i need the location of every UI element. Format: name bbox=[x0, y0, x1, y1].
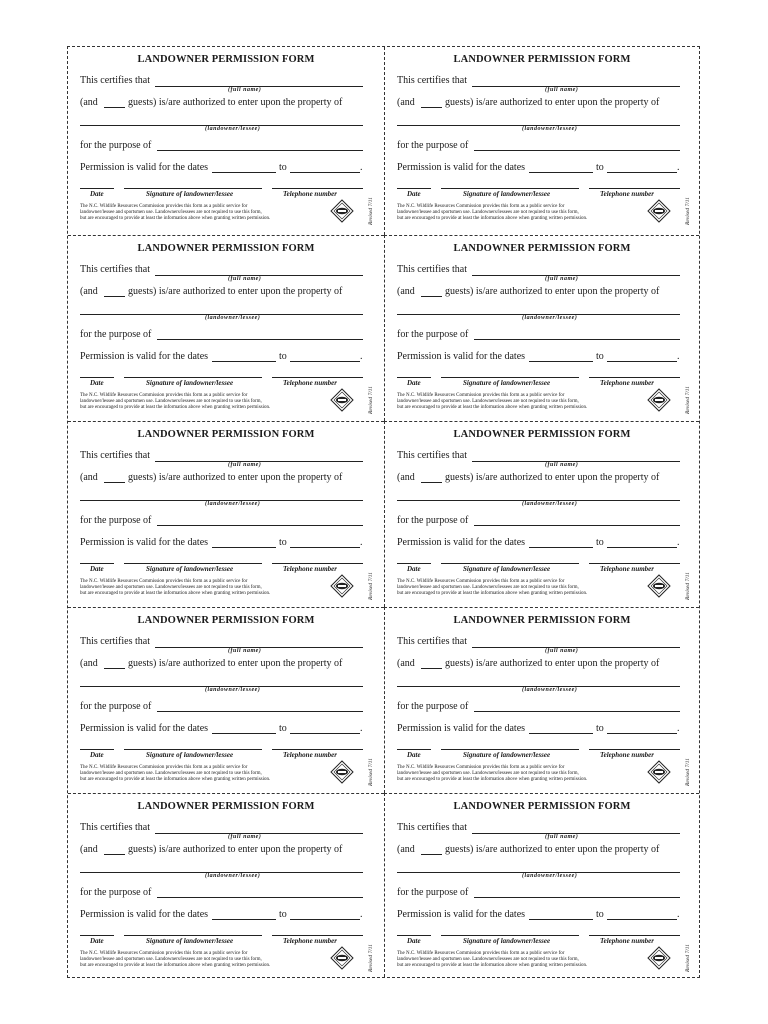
purpose-field[interactable] bbox=[474, 897, 680, 898]
signature-field[interactable] bbox=[441, 563, 579, 564]
telephone-label: Telephone number bbox=[283, 379, 337, 387]
dates-to-label: to bbox=[596, 723, 604, 734]
signature-label: Signature of landowner/lessee bbox=[146, 379, 234, 387]
date-field[interactable] bbox=[80, 749, 114, 750]
guests-open-label: (and bbox=[80, 97, 98, 108]
revised-date: Revised 7/11 bbox=[685, 197, 691, 225]
ncwrc-diamond-logo-icon bbox=[647, 574, 671, 598]
fine-print-line: The N.C. Wildlife Resources Commission provides this form as a public service for bbox=[397, 579, 565, 584]
form-cell bbox=[384, 793, 699, 977]
purpose-field[interactable] bbox=[157, 897, 363, 898]
fine-print bbox=[397, 765, 652, 784]
fine-print-line: The N.C. Wildlife Resources Commission provides this form as a public service for bbox=[80, 765, 248, 770]
dates-to-label: to bbox=[596, 351, 604, 362]
purpose-field[interactable] bbox=[157, 711, 363, 712]
landowner-caption: (landowner/lessee) bbox=[205, 687, 261, 693]
fine-print-line: landowner/lessee and sportsmen use. Landowners/lessees are not required to use this form, bbox=[397, 771, 579, 777]
purpose-label: for the purpose of bbox=[397, 329, 469, 340]
authorized-label: guests) is/are authorized to enter upon the property of bbox=[445, 97, 660, 108]
form-cell bbox=[68, 607, 384, 793]
signature-label: Signature of landowner/lessee bbox=[463, 565, 551, 573]
date-field[interactable] bbox=[397, 749, 431, 750]
fine-print-line: but are encouraged to provide at least the information above when granting written permission. bbox=[80, 963, 271, 969]
ncwrc-diamond-logo-icon bbox=[647, 946, 671, 970]
fine-print-line: The N.C. Wildlife Resources Commission provides this form as a public service for bbox=[397, 951, 565, 956]
full-name-caption: (full name) bbox=[228, 834, 262, 840]
form-title: LANDOWNER PERMISSION FORM bbox=[137, 429, 315, 440]
date-field[interactable] bbox=[80, 377, 114, 378]
guests-open-label: (and bbox=[80, 844, 98, 855]
authorized-label: guests) is/are authorized to enter upon the property of bbox=[445, 286, 660, 297]
landowner-caption: (landowner/lessee) bbox=[205, 126, 261, 132]
dates-period: . bbox=[360, 537, 363, 548]
fine-print-line: landowner/lessee and sportsmen use. Landowners/lessees are not required to use this form, bbox=[80, 585, 262, 591]
fine-print-line: landowner/lessee and sportsmen use. Landowners/lessees are not required to use this form, bbox=[80, 210, 262, 216]
start-date-field[interactable] bbox=[212, 361, 276, 362]
fine-print-line: landowner/lessee and sportsmen use. Landowners/lessees are not required to use this form, bbox=[397, 399, 579, 405]
form-cell bbox=[68, 235, 384, 421]
purpose-field[interactable] bbox=[157, 525, 363, 526]
fine-print bbox=[80, 579, 335, 598]
dates-label: Permission is valid for the dates bbox=[397, 909, 526, 920]
full-name-caption: (full name) bbox=[545, 834, 579, 840]
end-date-field[interactable] bbox=[607, 919, 677, 920]
signature-field[interactable] bbox=[124, 563, 262, 564]
fine-print-line: but are encouraged to provide at least the information above when granting written permission. bbox=[397, 405, 588, 411]
purpose-label: for the purpose of bbox=[80, 887, 152, 898]
fine-print-line: but are encouraged to provide at least the information above when granting written permission. bbox=[397, 777, 588, 783]
signature-field[interactable] bbox=[441, 188, 579, 189]
authorized-label: guests) is/are authorized to enter upon the property of bbox=[445, 658, 660, 669]
end-date-field[interactable] bbox=[607, 361, 677, 362]
guests-open-label: (and bbox=[80, 472, 98, 483]
telephone-label: Telephone number bbox=[600, 565, 654, 573]
ncwrc-diamond-logo-icon bbox=[330, 388, 354, 412]
certifies-label: This certifies that bbox=[397, 822, 467, 833]
landowner-caption: (landowner/lessee) bbox=[205, 315, 261, 321]
full-name-caption: (full name) bbox=[228, 648, 262, 654]
revised-date: Revised 7/11 bbox=[368, 197, 374, 225]
guests-open-label: (and bbox=[397, 286, 415, 297]
signature-label: Signature of landowner/lessee bbox=[463, 937, 551, 945]
dates-to-label: to bbox=[596, 909, 604, 920]
dates-period: . bbox=[677, 537, 680, 548]
telephone-label: Telephone number bbox=[600, 937, 654, 945]
telephone-field[interactable] bbox=[272, 749, 363, 750]
dates-period: . bbox=[677, 162, 680, 173]
form-cell bbox=[384, 607, 699, 793]
date-field[interactable] bbox=[80, 188, 114, 189]
signature-label: Signature of landowner/lessee bbox=[146, 565, 234, 573]
guests-count-field[interactable] bbox=[421, 107, 442, 108]
purpose-label: for the purpose of bbox=[397, 887, 469, 898]
date-label: Date bbox=[90, 565, 104, 573]
start-date-field[interactable] bbox=[529, 361, 593, 362]
fine-print-line: The N.C. Wildlife Resources Commission provides this form as a public service for bbox=[397, 765, 565, 770]
signature-label: Signature of landowner/lessee bbox=[146, 937, 234, 945]
signature-label: Signature of landowner/lessee bbox=[463, 379, 551, 387]
signature-label: Signature of landowner/lessee bbox=[463, 190, 551, 198]
fine-print-line: but are encouraged to provide at least the information above when granting written permission. bbox=[397, 216, 588, 222]
fine-print-line: landowner/lessee and sportsmen use. Landowners/lessees are not required to use this form, bbox=[397, 210, 579, 216]
purpose-label: for the purpose of bbox=[397, 140, 469, 151]
fine-print-line: The N.C. Wildlife Resources Commission provides this form as a public service for bbox=[397, 204, 565, 209]
form-cell bbox=[384, 47, 699, 235]
guests-count-field[interactable] bbox=[104, 854, 125, 855]
revised-date: Revised 7/11 bbox=[368, 572, 374, 600]
fine-print-line: landowner/lessee and sportsmen use. Landowners/lessees are not required to use this form, bbox=[80, 957, 262, 963]
purpose-label: for the purpose of bbox=[80, 701, 152, 712]
fine-print bbox=[80, 765, 335, 784]
dates-label: Permission is valid for the dates bbox=[80, 537, 209, 548]
landowner-caption: (landowner/lessee) bbox=[205, 501, 261, 507]
fine-print-line: but are encouraged to provide at least the information above when granting written permission. bbox=[80, 777, 271, 783]
form-title: LANDOWNER PERMISSION FORM bbox=[137, 801, 315, 812]
fine-print-line: landowner/lessee and sportsmen use. Landowners/lessees are not required to use this form, bbox=[397, 585, 579, 591]
fine-print bbox=[80, 204, 335, 223]
landowner-caption: (landowner/lessee) bbox=[522, 501, 578, 507]
dates-period: . bbox=[677, 909, 680, 920]
fine-print-line: landowner/lessee and sportsmen use. Landowners/lessees are not required to use this form, bbox=[80, 399, 262, 405]
full-name-caption: (full name) bbox=[545, 462, 579, 468]
authorized-label: guests) is/are authorized to enter upon the property of bbox=[128, 97, 343, 108]
form-cell bbox=[68, 793, 384, 977]
form-title: LANDOWNER PERMISSION FORM bbox=[453, 615, 631, 626]
date-field[interactable] bbox=[397, 935, 431, 936]
authorized-label: guests) is/are authorized to enter upon the property of bbox=[128, 472, 343, 483]
certifies-label: This certifies that bbox=[397, 264, 467, 275]
telephone-field[interactable] bbox=[272, 563, 363, 564]
guests-count-field[interactable] bbox=[421, 482, 442, 483]
purpose-field[interactable] bbox=[474, 150, 680, 151]
form-cell bbox=[68, 421, 384, 607]
revised-date: Revised 7/11 bbox=[685, 944, 691, 972]
fine-print bbox=[397, 393, 652, 412]
date-label: Date bbox=[90, 937, 104, 945]
start-date-field[interactable] bbox=[529, 172, 593, 173]
dates-label: Permission is valid for the dates bbox=[80, 162, 209, 173]
guests-open-label: (and bbox=[397, 97, 415, 108]
telephone-label: Telephone number bbox=[600, 379, 654, 387]
telephone-label: Telephone number bbox=[283, 751, 337, 759]
form-title: LANDOWNER PERMISSION FORM bbox=[453, 801, 631, 812]
authorized-label: guests) is/are authorized to enter upon the property of bbox=[128, 658, 343, 669]
certifies-label: This certifies that bbox=[397, 75, 467, 86]
guests-count-field[interactable] bbox=[104, 482, 125, 483]
end-date-field[interactable] bbox=[290, 733, 360, 734]
start-date-field[interactable] bbox=[529, 547, 593, 548]
date-label: Date bbox=[407, 379, 421, 387]
guests-open-label: (and bbox=[80, 658, 98, 669]
landowner-caption: (landowner/lessee) bbox=[522, 873, 578, 879]
telephone-label: Telephone number bbox=[283, 565, 337, 573]
form-cell bbox=[384, 421, 699, 607]
guests-count-field[interactable] bbox=[421, 668, 442, 669]
ncwrc-diamond-logo-icon bbox=[330, 199, 354, 223]
full-name-caption: (full name) bbox=[228, 87, 262, 93]
landowner-caption: (landowner/lessee) bbox=[522, 315, 578, 321]
landowner-caption: (landowner/lessee) bbox=[522, 687, 578, 693]
revised-date: Revised 7/11 bbox=[685, 386, 691, 414]
fine-print-line: The N.C. Wildlife Resources Commission provides this form as a public service for bbox=[80, 951, 248, 956]
fine-print-line: but are encouraged to provide at least the information above when granting written permission. bbox=[80, 216, 271, 222]
dates-label: Permission is valid for the dates bbox=[397, 537, 526, 548]
fine-print bbox=[397, 951, 652, 970]
dates-label: Permission is valid for the dates bbox=[80, 351, 209, 362]
fine-print-line: The N.C. Wildlife Resources Commission provides this form as a public service for bbox=[397, 393, 565, 398]
purpose-field[interactable] bbox=[474, 711, 680, 712]
signature-field[interactable] bbox=[441, 377, 579, 378]
dates-period: . bbox=[677, 723, 680, 734]
start-date-field[interactable] bbox=[212, 547, 276, 548]
fine-print-line: landowner/lessee and sportsmen use. Landowners/lessees are not required to use this form, bbox=[80, 771, 262, 777]
start-date-field[interactable] bbox=[212, 733, 276, 734]
form-title: LANDOWNER PERMISSION FORM bbox=[453, 429, 631, 440]
certifies-label: This certifies that bbox=[80, 75, 150, 86]
fine-print bbox=[397, 579, 652, 598]
guests-count-field[interactable] bbox=[104, 296, 125, 297]
start-date-field[interactable] bbox=[212, 919, 276, 920]
form-title: LANDOWNER PERMISSION FORM bbox=[137, 615, 315, 626]
dates-to-label: to bbox=[279, 162, 287, 173]
date-field[interactable] bbox=[397, 563, 431, 564]
signature-field[interactable] bbox=[441, 749, 579, 750]
authorized-label: guests) is/are authorized to enter upon the property of bbox=[128, 844, 343, 855]
landowner-caption: (landowner/lessee) bbox=[522, 126, 578, 132]
fine-print-line: but are encouraged to provide at least the information above when granting written permission. bbox=[397, 591, 588, 597]
purpose-field[interactable] bbox=[474, 525, 680, 526]
signature-label: Signature of landowner/lessee bbox=[146, 190, 234, 198]
certifies-label: This certifies that bbox=[397, 636, 467, 647]
guests-count-field[interactable] bbox=[104, 107, 125, 108]
end-date-field[interactable] bbox=[607, 172, 677, 173]
date-label: Date bbox=[90, 379, 104, 387]
authorized-label: guests) is/are authorized to enter upon the property of bbox=[445, 472, 660, 483]
certifies-label: This certifies that bbox=[80, 636, 150, 647]
fine-print-line: The N.C. Wildlife Resources Commission provides this form as a public service for bbox=[80, 393, 248, 398]
ncwrc-diamond-logo-icon bbox=[647, 760, 671, 784]
telephone-field[interactable] bbox=[272, 377, 363, 378]
purpose-label: for the purpose of bbox=[397, 701, 469, 712]
date-label: Date bbox=[407, 565, 421, 573]
guests-count-field[interactable] bbox=[104, 668, 125, 669]
guests-open-label: (and bbox=[397, 658, 415, 669]
end-date-field[interactable] bbox=[290, 172, 360, 173]
certifies-label: This certifies that bbox=[80, 264, 150, 275]
start-date-field[interactable] bbox=[529, 733, 593, 734]
dates-to-label: to bbox=[596, 162, 604, 173]
authorized-label: guests) is/are authorized to enter upon the property of bbox=[128, 286, 343, 297]
revised-date: Revised 7/11 bbox=[368, 386, 374, 414]
dates-label: Permission is valid for the dates bbox=[397, 162, 526, 173]
full-name-caption: (full name) bbox=[545, 87, 579, 93]
form-cell bbox=[68, 47, 384, 235]
purpose-label: for the purpose of bbox=[80, 515, 152, 526]
signature-label: Signature of landowner/lessee bbox=[146, 751, 234, 759]
form-title: LANDOWNER PERMISSION FORM bbox=[137, 54, 315, 65]
telephone-field[interactable] bbox=[589, 749, 680, 750]
ncwrc-diamond-logo-icon bbox=[330, 946, 354, 970]
date-label: Date bbox=[90, 751, 104, 759]
purpose-label: for the purpose of bbox=[397, 515, 469, 526]
signature-field[interactable] bbox=[124, 188, 262, 189]
dates-period: . bbox=[360, 351, 363, 362]
end-date-field[interactable] bbox=[290, 361, 360, 362]
revised-date: Revised 7/11 bbox=[368, 944, 374, 972]
telephone-field[interactable] bbox=[589, 377, 680, 378]
purpose-label: for the purpose of bbox=[80, 140, 152, 151]
signature-field[interactable] bbox=[124, 749, 262, 750]
dates-to-label: to bbox=[279, 537, 287, 548]
guests-count-field[interactable] bbox=[421, 854, 442, 855]
fine-print-line: but are encouraged to provide at least the information above when granting written permission. bbox=[80, 405, 271, 411]
telephone-label: Telephone number bbox=[600, 190, 654, 198]
certifies-label: This certifies that bbox=[80, 822, 150, 833]
ncwrc-diamond-logo-icon bbox=[647, 388, 671, 412]
end-date-field[interactable] bbox=[290, 919, 360, 920]
end-date-field[interactable] bbox=[607, 547, 677, 548]
start-date-field[interactable] bbox=[529, 919, 593, 920]
telephone-field[interactable] bbox=[589, 935, 680, 936]
telephone-field[interactable] bbox=[272, 188, 363, 189]
purpose-field[interactable] bbox=[157, 339, 363, 340]
fine-print-line: landowner/lessee and sportsmen use. Landowners/lessees are not required to use this form, bbox=[397, 957, 579, 963]
guests-count-field[interactable] bbox=[421, 296, 442, 297]
full-name-caption: (full name) bbox=[545, 276, 579, 282]
authorized-label: guests) is/are authorized to enter upon the property of bbox=[445, 844, 660, 855]
guests-open-label: (and bbox=[397, 844, 415, 855]
fine-print bbox=[80, 951, 335, 970]
telephone-label: Telephone number bbox=[600, 751, 654, 759]
date-field[interactable] bbox=[80, 935, 114, 936]
date-label: Date bbox=[407, 751, 421, 759]
guests-open-label: (and bbox=[397, 472, 415, 483]
date-field[interactable] bbox=[397, 377, 431, 378]
dates-label: Permission is valid for the dates bbox=[397, 351, 526, 362]
fine-print-line: but are encouraged to provide at least the information above when granting written permission. bbox=[397, 963, 588, 969]
purpose-label: for the purpose of bbox=[80, 329, 152, 340]
dates-period: . bbox=[360, 909, 363, 920]
end-date-field[interactable] bbox=[290, 547, 360, 548]
revised-date: Revised 7/11 bbox=[685, 572, 691, 600]
form-sheet bbox=[67, 46, 700, 978]
start-date-field[interactable] bbox=[212, 172, 276, 173]
purpose-field[interactable] bbox=[474, 339, 680, 340]
landowner-caption: (landowner/lessee) bbox=[205, 873, 261, 879]
form-title: LANDOWNER PERMISSION FORM bbox=[137, 243, 315, 254]
dates-period: . bbox=[360, 723, 363, 734]
fine-print-line: but are encouraged to provide at least the information above when granting written permission. bbox=[80, 591, 271, 597]
form-title: LANDOWNER PERMISSION FORM bbox=[453, 243, 631, 254]
ncwrc-diamond-logo-icon bbox=[330, 760, 354, 784]
certifies-label: This certifies that bbox=[80, 450, 150, 461]
end-date-field[interactable] bbox=[607, 733, 677, 734]
full-name-caption: (full name) bbox=[228, 462, 262, 468]
fine-print-line: The N.C. Wildlife Resources Commission provides this form as a public service for bbox=[80, 579, 248, 584]
signature-label: Signature of landowner/lessee bbox=[463, 751, 551, 759]
telephone-label: Telephone number bbox=[283, 937, 337, 945]
telephone-label: Telephone number bbox=[283, 190, 337, 198]
date-field[interactable] bbox=[80, 563, 114, 564]
guests-open-label: (and bbox=[80, 286, 98, 297]
dates-period: . bbox=[360, 162, 363, 173]
form-title: LANDOWNER PERMISSION FORM bbox=[453, 54, 631, 65]
revised-date: Revised 7/11 bbox=[685, 758, 691, 786]
dates-to-label: to bbox=[596, 537, 604, 548]
full-name-caption: (full name) bbox=[545, 648, 579, 654]
date-label: Date bbox=[407, 937, 421, 945]
ncwrc-diamond-logo-icon bbox=[330, 574, 354, 598]
dates-label: Permission is valid for the dates bbox=[397, 723, 526, 734]
fine-print-line: The N.C. Wildlife Resources Commission provides this form as a public service for bbox=[80, 204, 248, 209]
full-name-caption: (full name) bbox=[228, 276, 262, 282]
form-cell bbox=[384, 235, 699, 421]
telephone-field[interactable] bbox=[589, 188, 680, 189]
certifies-label: This certifies that bbox=[397, 450, 467, 461]
dates-to-label: to bbox=[279, 723, 287, 734]
dates-to-label: to bbox=[279, 351, 287, 362]
date-field[interactable] bbox=[397, 188, 431, 189]
fine-print bbox=[397, 204, 652, 223]
dates-period: . bbox=[677, 351, 680, 362]
revised-date: Revised 7/11 bbox=[368, 758, 374, 786]
signature-field[interactable] bbox=[124, 935, 262, 936]
telephone-field[interactable] bbox=[589, 563, 680, 564]
dates-to-label: to bbox=[279, 909, 287, 920]
date-label: Date bbox=[407, 190, 421, 198]
telephone-field[interactable] bbox=[272, 935, 363, 936]
signature-field[interactable] bbox=[124, 377, 262, 378]
ncwrc-diamond-logo-icon bbox=[647, 199, 671, 223]
date-label: Date bbox=[90, 190, 104, 198]
fine-print bbox=[80, 393, 335, 412]
dates-label: Permission is valid for the dates bbox=[80, 723, 209, 734]
dates-label: Permission is valid for the dates bbox=[80, 909, 209, 920]
purpose-field[interactable] bbox=[157, 150, 363, 151]
signature-field[interactable] bbox=[441, 935, 579, 936]
